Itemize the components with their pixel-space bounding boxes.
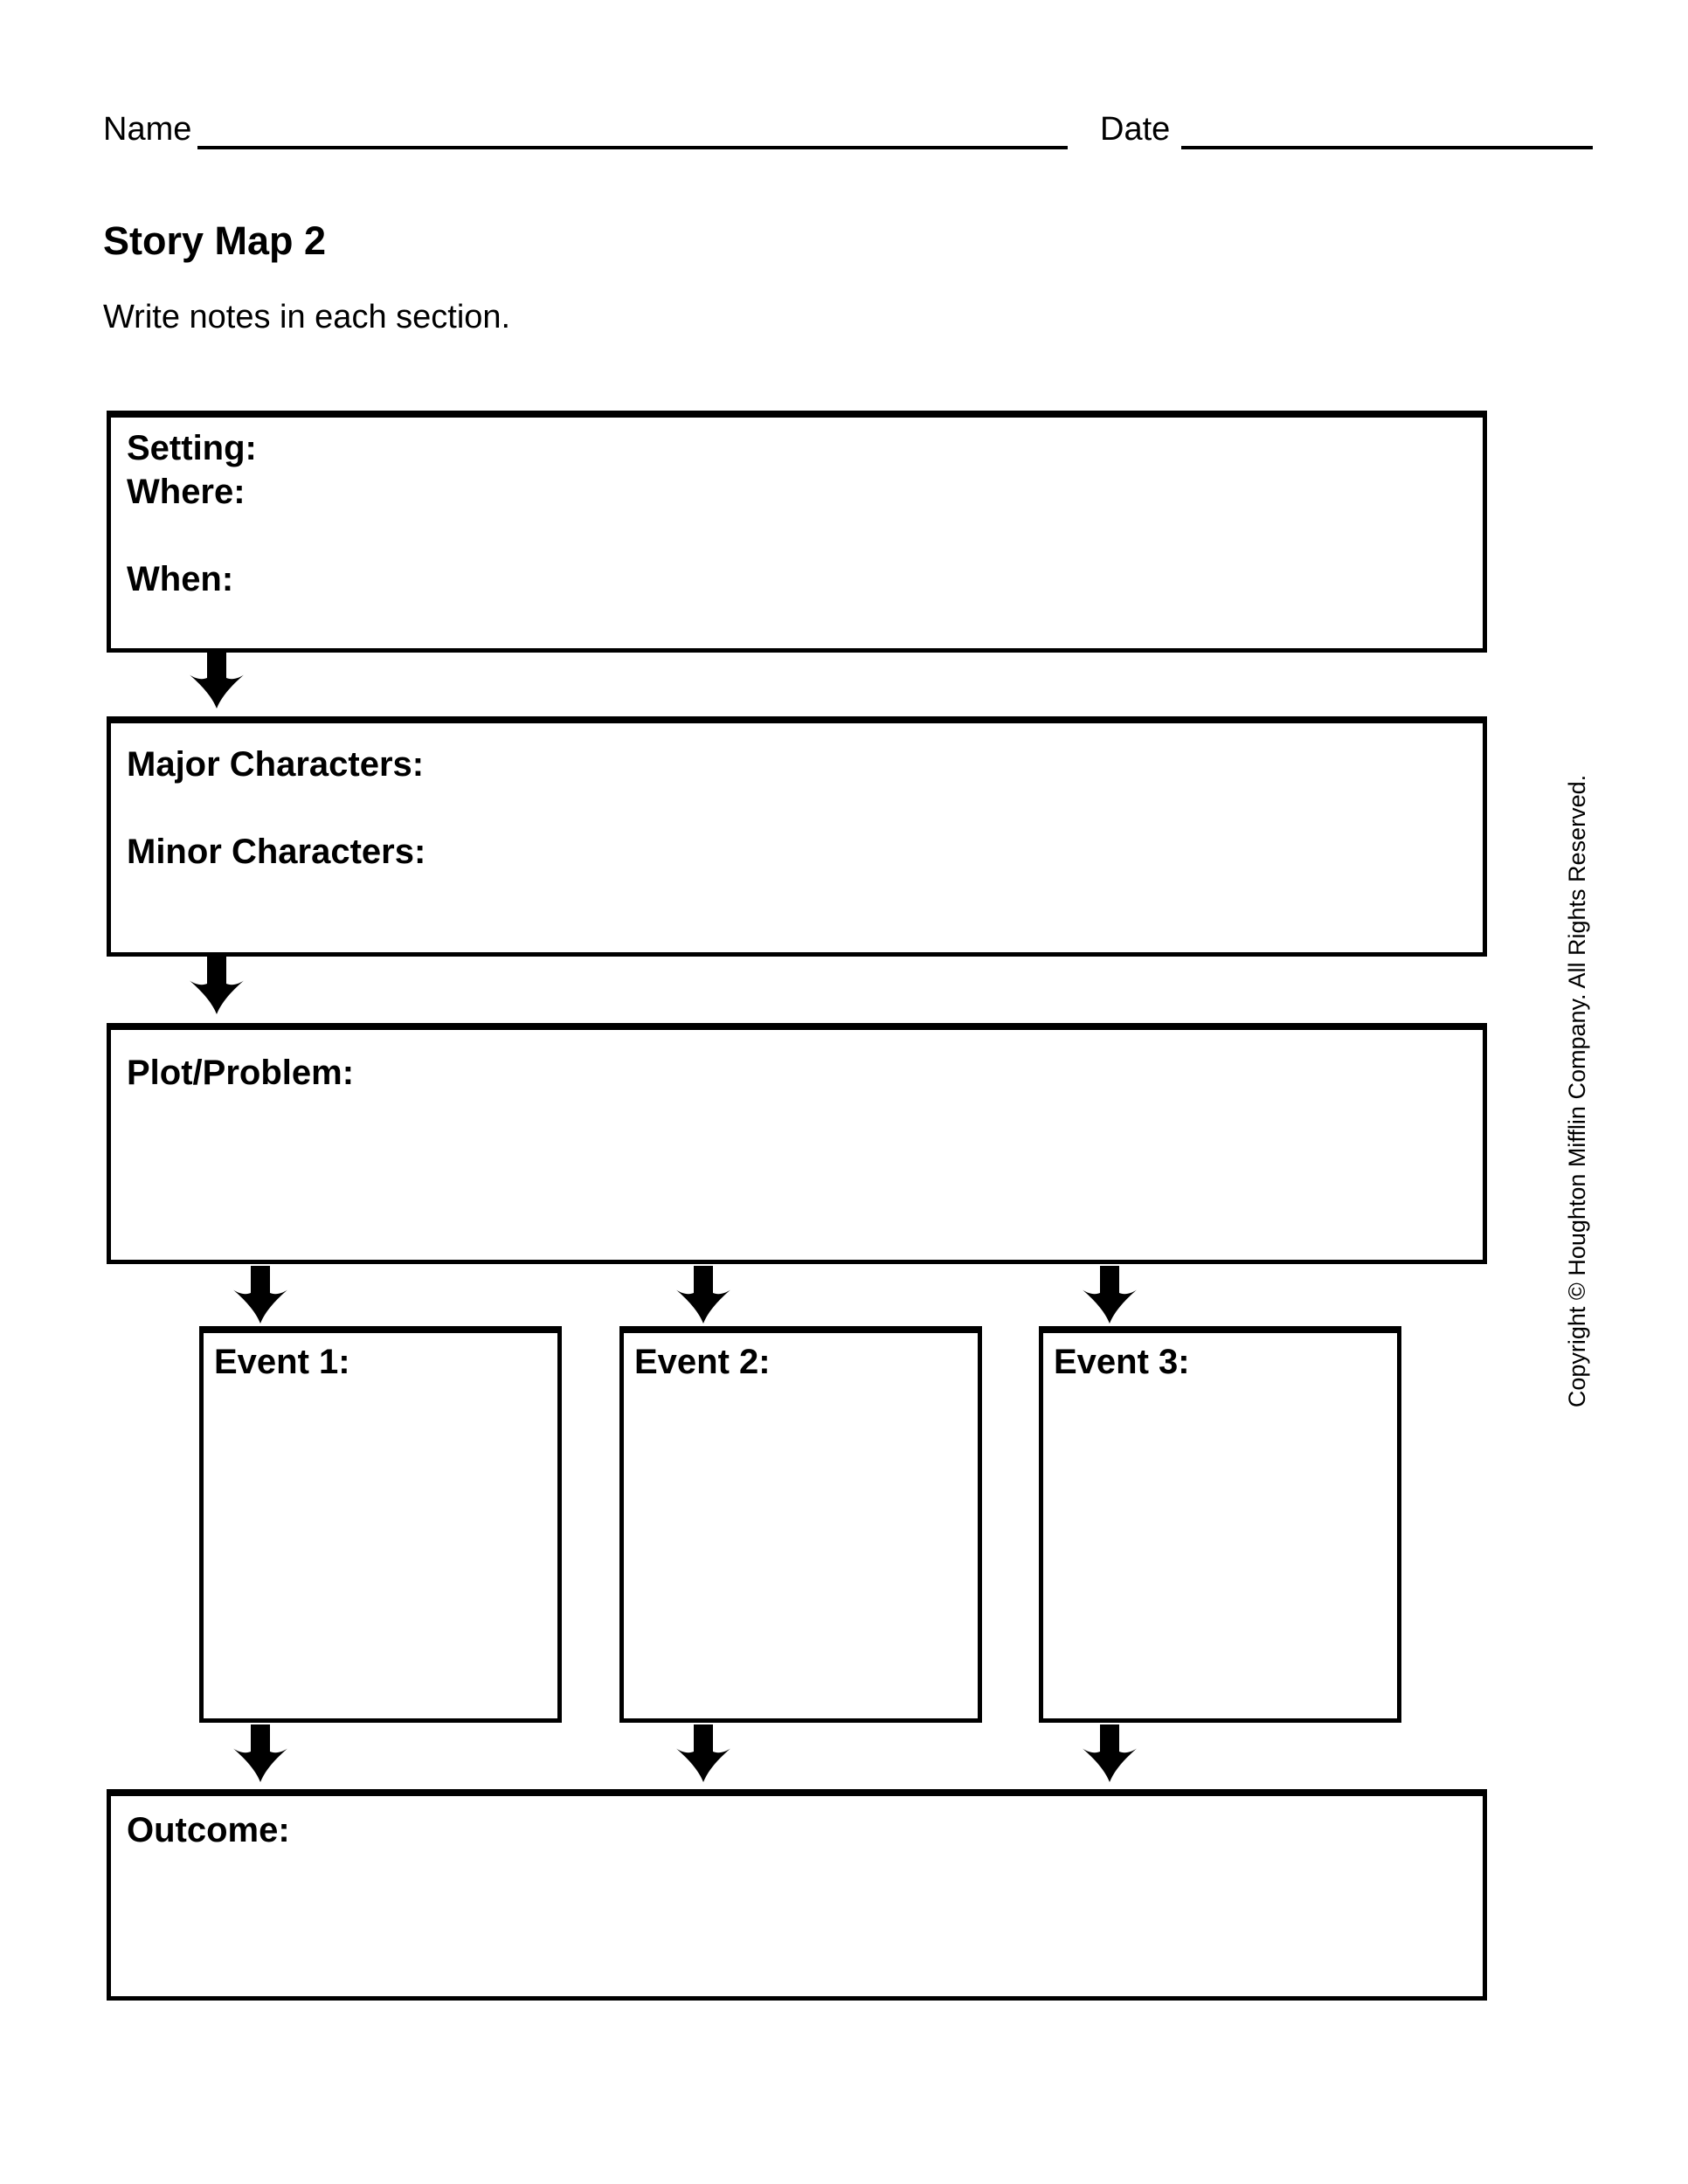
name-input-line[interactable]	[197, 146, 1068, 149]
event-3-label: Event 3:	[1054, 1343, 1190, 1381]
setting-box[interactable]	[107, 411, 1487, 653]
characters-box[interactable]	[107, 716, 1487, 957]
down-arrow-icon	[232, 1724, 288, 1782]
down-arrow-icon	[675, 1266, 731, 1324]
event-1-label: Event 1:	[214, 1343, 350, 1381]
setting-blank-line	[127, 514, 1465, 557]
outcome-label: Outcome:	[127, 1811, 290, 1849]
minor-characters-label: Minor Characters:	[127, 833, 426, 871]
event-1-box[interactable]	[199, 1326, 562, 1723]
copyright-notice: Copyright © Houghton Mifflin Company. All Rights Reserved.	[1564, 774, 1590, 1408]
setting-label: Setting:	[127, 429, 257, 467]
outcome-box[interactable]	[107, 1789, 1487, 2001]
event-3-box[interactable]	[1039, 1326, 1401, 1723]
page-title: Story Map 2	[103, 218, 327, 263]
setting-when-label: When:	[127, 560, 234, 598]
date-label: Date	[1100, 111, 1171, 148]
plot-problem-label: Plot/Problem:	[127, 1054, 355, 1092]
down-arrow-icon	[189, 651, 245, 708]
major-characters-label: Major Characters:	[127, 745, 425, 784]
event-2-label: Event 2:	[634, 1343, 771, 1381]
down-arrow-icon	[1082, 1266, 1138, 1324]
name-label: Name	[103, 111, 192, 148]
page-instruction: Write notes in each section.	[103, 299, 511, 335]
down-arrow-icon	[232, 1266, 288, 1324]
down-arrow-icon	[189, 957, 245, 1014]
down-arrow-icon	[675, 1724, 731, 1782]
setting-where-label: Where:	[127, 473, 246, 511]
date-input-line[interactable]	[1181, 146, 1593, 149]
down-arrow-icon	[1082, 1724, 1138, 1782]
plot-problem-box[interactable]	[107, 1023, 1487, 1264]
characters-blank-line	[127, 786, 1465, 830]
event-2-box[interactable]	[619, 1326, 982, 1723]
